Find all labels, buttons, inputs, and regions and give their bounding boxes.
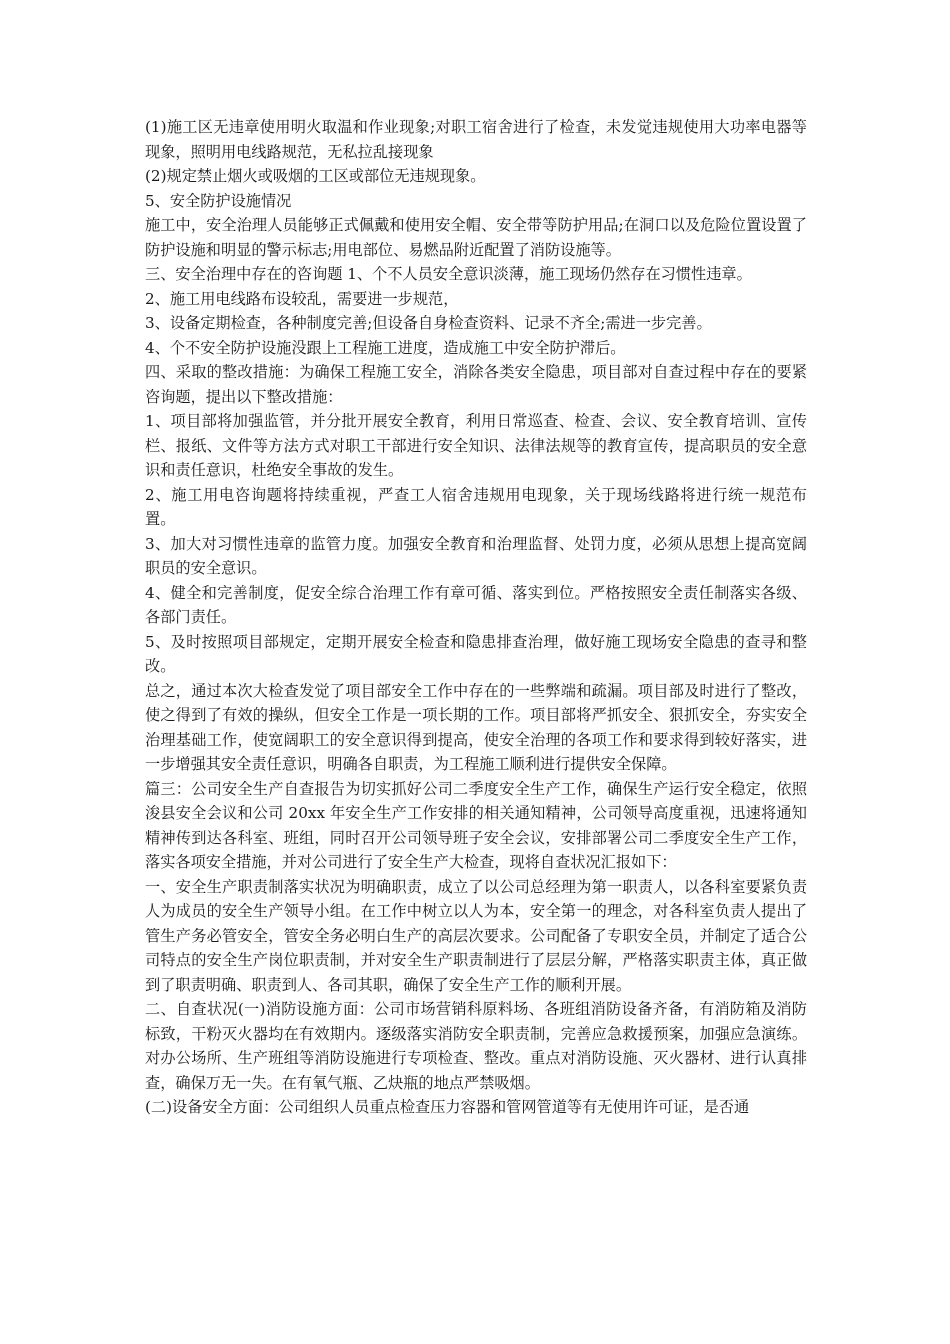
paragraph: 5、及时按照项目部规定，定期开展安全检查和隐患排查治理，做好施工现场安全隐患的查寻和整改。 [145, 632, 807, 675]
paragraph: 施工中，安全治理人员能够正式佩戴和使用安全帽、安全带等防护用品;在洞口以及危险位置设置了防护设施和明显的警示标志;用电部位、易燃品附近配置了消防设施等。 [145, 216, 807, 259]
paragraph: 4、健全和完善制度，促安全综合治理工作有章可循、落实到位。严格按照安全责任制落实各级、各部门责任。 [145, 583, 807, 626]
paragraph: (二)设备安全方面：公司组织人员重点检查压力容器和管网管道等有无使用许可证，是否通 [145, 1098, 750, 1116]
document-body [145, 115, 807, 1120]
paragraph: 一、安全生产职责制落实状况为明确职责，成立了以公司总经理为第一职责人，以各科室要紧负责人为成员的安全生产领导小组。在工作中树立以人为本，安全第一的理念，对各科室负责人提出了管生产务必管安全，管安全务必明白生产的高层次要求。公司配备了专职安全员，并制定了适合公司特点的安全生产岗位职责制，并对安全生产职责制进行了层层分解，严格落实职责主体，真正做到了职责明确、职责到人、各司其职，确保了安全生产工作的顺利开展。 [145, 877, 807, 994]
paragraph: (1)施工区无违章使用明火取温和作业现象;对职工宿舍进行了检查，未发觉违规使用大功率电器等现象，照明用电线路规范，无私拉乱接现象 [145, 118, 807, 161]
section-heading: 篇三：公司安全生产自查报告为切实抓好公司二季度安全生产工作，确保生产运行安全稳定，依照浚县安全会议和公司 20xx 年安全生产工作安排的相关通知精神，公司领导高度重视，迅速将通知精神传到达各科室、班组，同时召开公司领导班子安全会议，安排部署公司二季度安全生产工作，落实各项安全措施，并对公司进行了安全生产大检查，现将自查状况汇报如下： [145, 779, 807, 871]
paragraph: 2、施工用电咨询题将持续重视，严查工人宿舍违规用电现象，关于现场线路将进行统一规范布置。 [145, 485, 807, 528]
paragraph: 1、项目部将加强监管，并分批开展安全教育，利用日常巡查、检查、会议、安全教育培训、宣传栏、报纸、文件等方法方式对职工干部进行安全知识、法律法规等的教育宣传，提高职员的安全意识和责任意识，杜绝安全事故的发生。 [145, 412, 807, 479]
section-heading: 5、安全防护设施情况 [145, 191, 292, 210]
paragraph: 二、自查状况(一)消防设施方面：公司市场营销科原料场、各班组消防设备齐备，有消防箱及消防标致，干粉灭火器均在有效期内。逐级落实消防安全职责制，完善应急救援预案，加强应急演练。对办公场所、生产班组等消防设施进行专项检查、整改。重点对消防设施、灭火器材、进行认真排查，确保万无一失。在有氧气瓶、乙炔瓶的地点严禁吸烟。 [145, 1000, 807, 1092]
paragraph: 2、施工用电线路布设较乱，需要进一步规范， [145, 289, 459, 308]
paragraph: 4、个不安全防护设施没跟上工程施工进度，造成施工中安全防护滞后。 [145, 338, 626, 357]
paragraph: (2)规定禁止烟火或吸烟的工区或部位无违规现象。 [145, 167, 486, 185]
paragraph: 总之，通过本次大检查发觉了项目部安全工作中存在的一些弊端和疏漏。项目部及时进行了整改，使之得到了有效的操纵，但安全工作是一项长期的工作。项目部将严抓安全、狠抓安全，夯实安全治理基础工作，使宽阔职工的安全意识得到提高，使安全治理的各项工作和要求得到较好落实，进一步增强其安全责任意识，明确各自职责，为工程施工顺利进行提供安全保障。 [145, 681, 807, 773]
section-heading: 四、采取的整改措施：为确保工程施工安全，消除各类安全隐患，项目部对自查过程中存在的要紧咨询题，提出以下整改措施： [145, 363, 807, 406]
paragraph: 3、设备定期检查，各种制度完善;但设备自身检查资料、记录不齐全;需进一步完善。 [145, 314, 712, 332]
paragraph: 3、加大对习惯性违章的监管力度。加强安全教育和治理监督、处罚力度，必须从思想上提高宽阔职员的安全意识。 [145, 534, 807, 577]
section-heading: 三、安全治理中存在的咨询题 1、个不人员安全意识淡薄，施工现场仍然存在习惯性违章。 [145, 265, 752, 283]
